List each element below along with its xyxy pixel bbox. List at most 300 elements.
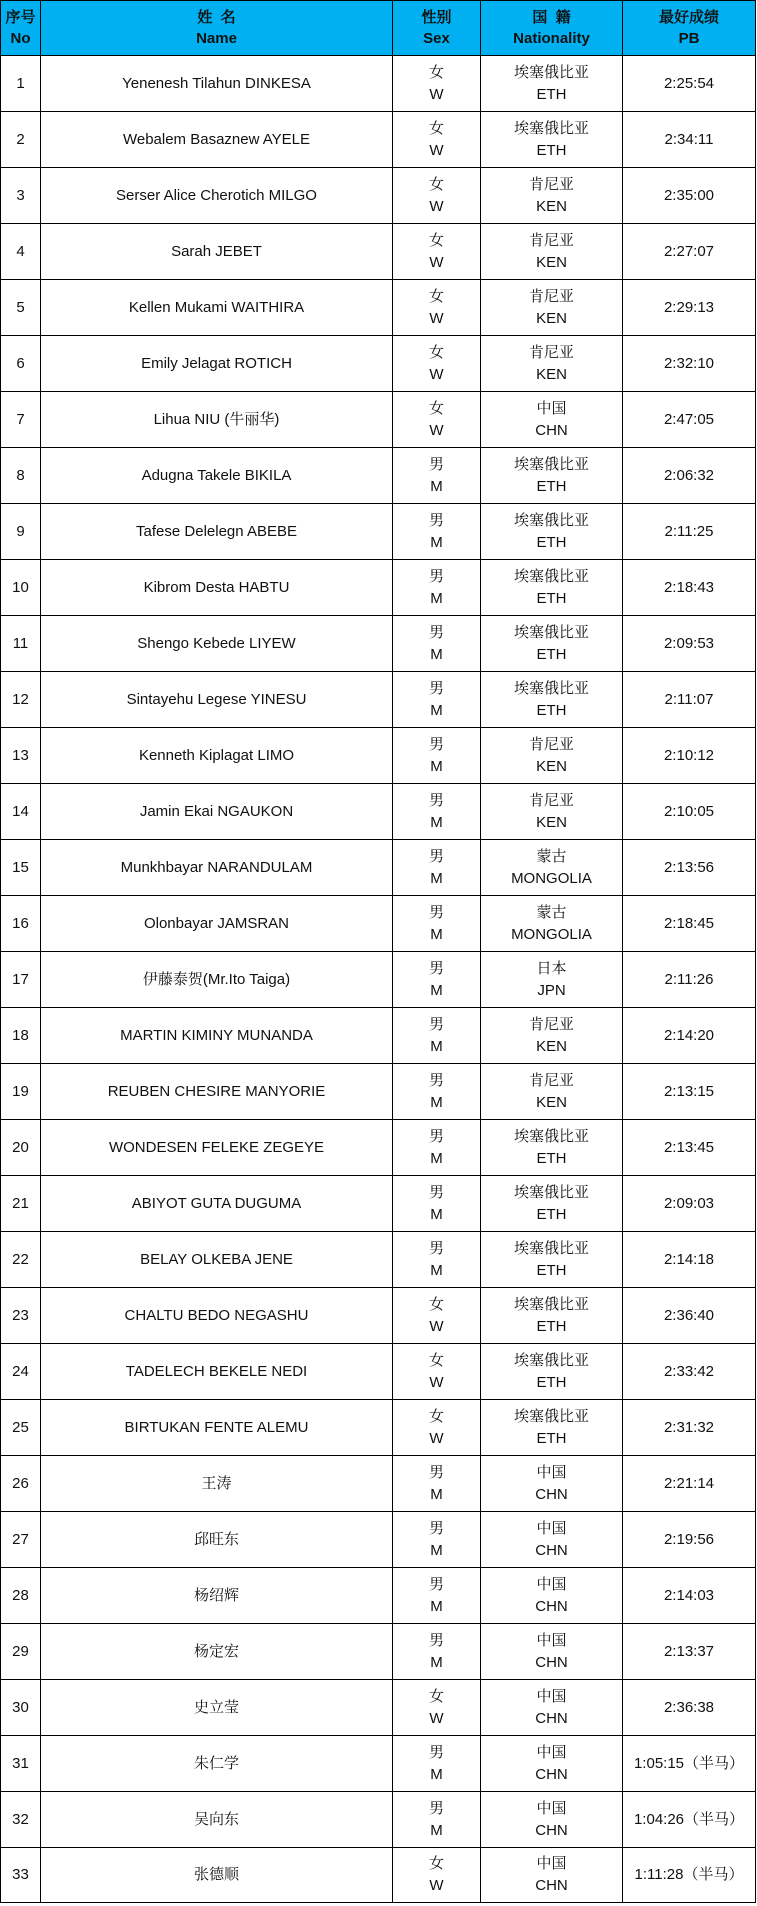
nationality-cn: 肯尼亚 bbox=[528, 735, 574, 753]
pb-value: 2:14:18 bbox=[663, 1250, 715, 1268]
pb-value: 2:11:25 bbox=[664, 522, 714, 540]
cell-name bbox=[41, 1288, 393, 1344]
no-value: 20 bbox=[12, 1138, 29, 1156]
athlete-name: WONDESEN FELEKE ZEGEYE bbox=[108, 1138, 325, 1156]
no-value: 33 bbox=[12, 1866, 29, 1883]
cell-sex bbox=[393, 1232, 481, 1288]
nationality-cn: 蒙古 bbox=[536, 847, 567, 865]
no-value: 13 bbox=[12, 746, 29, 764]
nationality-cn: 肯尼亚 bbox=[528, 175, 574, 193]
cell-nationality bbox=[481, 280, 623, 336]
cell-name bbox=[41, 1232, 393, 1288]
nationality-cn: 埃塞俄比亚 bbox=[513, 623, 589, 641]
sex-en: M bbox=[430, 701, 443, 719]
table-row bbox=[1, 392, 756, 448]
sex-cn: 男 bbox=[428, 679, 444, 697]
cell-sex bbox=[393, 896, 481, 952]
no-value: 25 bbox=[12, 1418, 29, 1436]
nationality-cn: 埃塞俄比亚 bbox=[513, 511, 589, 529]
sex-en: W bbox=[429, 421, 444, 439]
cell-no bbox=[1, 1400, 41, 1456]
pb-value: 2:09:03 bbox=[663, 1194, 715, 1212]
cell-pb bbox=[623, 1232, 756, 1288]
nationality-en: ETH bbox=[536, 645, 567, 663]
sex-cn: 女 bbox=[428, 399, 444, 417]
athlete-name: REUBEN CHESIRE MANYORIE bbox=[107, 1082, 326, 1100]
sex-en: M bbox=[430, 645, 443, 663]
cell-pb bbox=[623, 672, 756, 728]
sex-en: M bbox=[430, 1149, 443, 1167]
sex-en: W bbox=[429, 1429, 444, 1447]
cell-pb bbox=[623, 728, 756, 784]
table-row bbox=[1, 896, 756, 952]
cell-name bbox=[41, 1344, 393, 1400]
cell-sex bbox=[393, 336, 481, 392]
nationality-en: CHN bbox=[535, 421, 568, 439]
nationality-cn: 中国 bbox=[536, 1687, 567, 1705]
cell-name bbox=[41, 280, 393, 336]
cell-sex bbox=[393, 1064, 481, 1120]
nationality-cn: 肯尼亚 bbox=[528, 1071, 574, 1089]
cell-sex bbox=[393, 1176, 481, 1232]
nationality-cn: 中国 bbox=[536, 399, 567, 417]
sex-en: W bbox=[429, 1317, 444, 1335]
cell-name bbox=[41, 1008, 393, 1064]
table-row bbox=[1, 616, 756, 672]
table-row bbox=[1, 1848, 756, 1903]
athlete-name: MARTIN KIMINY MUNANDA bbox=[120, 1026, 313, 1044]
sex-en: W bbox=[429, 253, 444, 271]
no-value: 15 bbox=[12, 858, 29, 876]
nationality-cn: 蒙古 bbox=[536, 903, 567, 921]
table-row bbox=[1, 1680, 756, 1736]
cell-name bbox=[41, 952, 393, 1008]
athlete-name: ABIYOT GUTA DUGUMA bbox=[131, 1194, 302, 1212]
header-no-cn: 序号 bbox=[5, 9, 36, 26]
cell-nationality bbox=[481, 672, 623, 728]
cell-sex bbox=[393, 1624, 481, 1680]
sex-en: W bbox=[429, 1877, 444, 1894]
nationality-en: CHN bbox=[535, 1597, 568, 1615]
nationality-cn: 中国 bbox=[536, 1631, 567, 1649]
athlete-name: 朱仁学 bbox=[193, 1754, 239, 1772]
pb-value: 2:29:13 bbox=[663, 298, 715, 316]
nationality-cn: 中国 bbox=[536, 1463, 567, 1481]
cell-nationality bbox=[481, 1120, 623, 1176]
table-row bbox=[1, 1064, 756, 1120]
nationality-en: MONGOLIA bbox=[511, 925, 592, 943]
cell-nationality bbox=[481, 616, 623, 672]
cell-pb bbox=[623, 224, 756, 280]
pb-value: 2:18:45 bbox=[663, 914, 715, 932]
cell-nationality bbox=[481, 224, 623, 280]
athlete-name: 邱旺东 bbox=[193, 1530, 239, 1548]
header-no-en: No bbox=[10, 30, 31, 47]
nationality-cn: 肯尼亚 bbox=[528, 1015, 574, 1033]
sex-en: M bbox=[430, 1093, 443, 1111]
table-row bbox=[1, 56, 756, 112]
nationality-en: ETH bbox=[536, 701, 567, 719]
sex-cn: 男 bbox=[428, 1127, 444, 1145]
cell-sex bbox=[393, 1288, 481, 1344]
athlete-name: 吴向东 bbox=[193, 1810, 239, 1828]
no-value: 12 bbox=[12, 690, 29, 708]
header-row bbox=[1, 1, 756, 56]
header-name bbox=[41, 1, 393, 56]
cell-name bbox=[41, 224, 393, 280]
table-row bbox=[1, 560, 756, 616]
sex-cn: 男 bbox=[428, 1743, 444, 1761]
sex-en: M bbox=[430, 533, 443, 551]
nationality-cn: 肯尼亚 bbox=[528, 791, 574, 809]
no-value: 2 bbox=[16, 130, 25, 148]
cell-name bbox=[41, 896, 393, 952]
cell-name bbox=[41, 1568, 393, 1624]
cell-no bbox=[1, 1008, 41, 1064]
nationality-en: KEN bbox=[536, 309, 567, 327]
header-nat-en: Nationality bbox=[513, 30, 590, 47]
athlete-name: CHALTU BEDO NEGASHU bbox=[124, 1306, 309, 1324]
nationality-cn: 埃塞俄比亚 bbox=[513, 679, 589, 697]
athlete-name: Olonbayar JAMSRAN bbox=[143, 914, 290, 932]
cell-pb bbox=[623, 896, 756, 952]
cell-name bbox=[41, 56, 393, 112]
cell-pb bbox=[623, 616, 756, 672]
athlete-name: Serser Alice Cherotich MILGO bbox=[116, 186, 317, 204]
table-row bbox=[1, 784, 756, 840]
cell-sex bbox=[393, 280, 481, 336]
header-nationality bbox=[481, 1, 623, 56]
pb-value: 2:33:42 bbox=[663, 1362, 715, 1380]
no-value: 29 bbox=[12, 1642, 29, 1660]
header-sex-en: Sex bbox=[423, 30, 450, 47]
cell-pb bbox=[623, 1848, 756, 1903]
no-value: 17 bbox=[12, 970, 29, 988]
cell-nationality bbox=[481, 1400, 623, 1456]
nationality-cn: 埃塞俄比亚 bbox=[513, 63, 589, 81]
cell-sex bbox=[393, 1792, 481, 1848]
cell-sex bbox=[393, 1736, 481, 1792]
cell-no bbox=[1, 840, 41, 896]
sex-en: W bbox=[429, 1709, 444, 1727]
sex-en: M bbox=[430, 869, 443, 887]
cell-no bbox=[1, 784, 41, 840]
athlete-name: 杨定宏 bbox=[193, 1642, 239, 1660]
nationality-en: KEN bbox=[536, 253, 567, 271]
cell-no bbox=[1, 952, 41, 1008]
athlete-name: Adugna Takele BIKILA bbox=[141, 466, 292, 484]
sex-cn: 女 bbox=[428, 343, 444, 361]
table-row bbox=[1, 1288, 756, 1344]
sex-cn: 男 bbox=[428, 847, 444, 865]
cell-sex bbox=[393, 1008, 481, 1064]
cell-no bbox=[1, 112, 41, 168]
pb-value: 1:11:28（半马） bbox=[634, 1866, 744, 1883]
no-value: 11 bbox=[12, 634, 29, 652]
athlete-name: BELAY OLKEBA JENE bbox=[140, 1250, 293, 1268]
pb-value: 2:06:32 bbox=[663, 466, 715, 484]
cell-pb bbox=[623, 1512, 756, 1568]
no-value: 5 bbox=[16, 298, 25, 316]
sex-en: M bbox=[430, 1541, 443, 1559]
sex-cn: 男 bbox=[428, 903, 444, 921]
no-value: 22 bbox=[12, 1250, 29, 1268]
sex-cn: 男 bbox=[428, 511, 444, 529]
table-row bbox=[1, 504, 756, 560]
cell-name bbox=[41, 112, 393, 168]
cell-nationality bbox=[481, 1456, 623, 1512]
pb-value: 2:31:32 bbox=[663, 1418, 715, 1436]
table-row bbox=[1, 280, 756, 336]
cell-no bbox=[1, 1120, 41, 1176]
sex-cn: 女 bbox=[428, 1351, 444, 1369]
pb-value: 1:05:15（半马） bbox=[633, 1754, 745, 1772]
cell-no bbox=[1, 280, 41, 336]
cell-name bbox=[41, 1512, 393, 1568]
table-row bbox=[1, 112, 756, 168]
nationality-en: CHN bbox=[535, 1877, 568, 1894]
cell-nationality bbox=[481, 840, 623, 896]
cell-no bbox=[1, 1064, 41, 1120]
cell-nationality bbox=[481, 1008, 623, 1064]
cell-no bbox=[1, 1568, 41, 1624]
pb-value: 1:04:26（半马） bbox=[633, 1810, 745, 1828]
athlete-name: 伊藤泰贺(Mr.Ito Taiga) bbox=[142, 970, 291, 988]
cell-no bbox=[1, 1288, 41, 1344]
sex-en: M bbox=[430, 925, 443, 943]
cell-sex bbox=[393, 112, 481, 168]
cell-pb bbox=[623, 168, 756, 224]
sex-cn: 男 bbox=[428, 1463, 444, 1481]
sex-en: M bbox=[430, 1821, 443, 1839]
cell-pb bbox=[623, 952, 756, 1008]
cell-nationality bbox=[481, 896, 623, 952]
athlete-name: 张德顺 bbox=[193, 1866, 239, 1883]
no-value: 23 bbox=[12, 1306, 29, 1324]
cell-pb bbox=[623, 1288, 756, 1344]
sex-en: W bbox=[429, 197, 444, 215]
nationality-en: JPN bbox=[537, 981, 566, 999]
nationality-cn: 肯尼亚 bbox=[528, 343, 574, 361]
cell-pb bbox=[623, 1736, 756, 1792]
header-nat-cn: 国 籍 bbox=[532, 9, 571, 26]
sex-cn: 男 bbox=[428, 623, 444, 641]
nationality-en: ETH bbox=[536, 141, 567, 159]
athlete-name: Sarah JEBET bbox=[171, 242, 262, 260]
pb-value: 2:36:40 bbox=[663, 1306, 715, 1324]
cell-pb bbox=[623, 1120, 756, 1176]
cell-no bbox=[1, 504, 41, 560]
no-value: 26 bbox=[12, 1474, 29, 1492]
cell-name bbox=[41, 1400, 393, 1456]
sex-en: W bbox=[429, 141, 444, 159]
athlete-name: Munkhbayar NARANDULAM bbox=[120, 858, 313, 876]
no-value: 4 bbox=[16, 242, 25, 260]
sex-en: M bbox=[430, 1653, 443, 1671]
athlete-name: Webalem Basaznew AYELE bbox=[122, 130, 311, 148]
nationality-en: KEN bbox=[536, 1093, 567, 1111]
pb-value: 2:10:12 bbox=[663, 746, 715, 764]
cell-sex bbox=[393, 784, 481, 840]
cell-name bbox=[41, 504, 393, 560]
cell-sex bbox=[393, 1344, 481, 1400]
pb-value: 2:14:20 bbox=[663, 1026, 715, 1044]
no-value: 21 bbox=[12, 1194, 29, 1212]
cell-nationality bbox=[481, 1176, 623, 1232]
cell-pb bbox=[623, 280, 756, 336]
cell-nationality bbox=[481, 392, 623, 448]
cell-name bbox=[41, 784, 393, 840]
header-name-cn: 姓 名 bbox=[197, 9, 236, 26]
cell-sex bbox=[393, 1680, 481, 1736]
cell-no bbox=[1, 56, 41, 112]
cell-sex bbox=[393, 1568, 481, 1624]
cell-no bbox=[1, 728, 41, 784]
pb-value: 2:34:11 bbox=[664, 130, 714, 148]
table-row bbox=[1, 1568, 756, 1624]
nationality-cn: 埃塞俄比亚 bbox=[513, 1239, 589, 1257]
athlete-name: BIRTUKAN FENTE ALEMU bbox=[124, 1418, 309, 1436]
nationality-cn: 埃塞俄比亚 bbox=[513, 1407, 589, 1425]
no-value: 1 bbox=[16, 74, 25, 92]
cell-sex bbox=[393, 56, 481, 112]
cell-name bbox=[41, 168, 393, 224]
cell-pb bbox=[623, 840, 756, 896]
nationality-en: ETH bbox=[536, 1429, 567, 1447]
cell-name bbox=[41, 840, 393, 896]
cell-name bbox=[41, 1120, 393, 1176]
table-row bbox=[1, 1400, 756, 1456]
table-row bbox=[1, 1008, 756, 1064]
sex-cn: 男 bbox=[428, 1799, 444, 1817]
pb-value: 2:11:07 bbox=[664, 690, 714, 708]
cell-nationality bbox=[481, 1792, 623, 1848]
cell-pb bbox=[623, 448, 756, 504]
sex-en: M bbox=[430, 1765, 443, 1783]
cell-pb bbox=[623, 392, 756, 448]
sex-cn: 女 bbox=[428, 119, 444, 137]
cell-sex bbox=[393, 504, 481, 560]
cell-sex bbox=[393, 728, 481, 784]
table-row bbox=[1, 1736, 756, 1792]
cell-sex bbox=[393, 616, 481, 672]
table-row bbox=[1, 1344, 756, 1400]
sex-cn: 男 bbox=[428, 959, 444, 977]
nationality-en: ETH bbox=[536, 1261, 567, 1279]
table-row bbox=[1, 1624, 756, 1680]
cell-nationality bbox=[481, 1568, 623, 1624]
table-row bbox=[1, 1512, 756, 1568]
cell-pb bbox=[623, 1792, 756, 1848]
cell-no bbox=[1, 1232, 41, 1288]
cell-pb bbox=[623, 560, 756, 616]
cell-nationality bbox=[481, 336, 623, 392]
sex-cn: 女 bbox=[428, 175, 444, 193]
table-row bbox=[1, 840, 756, 896]
nationality-en: CHN bbox=[535, 1485, 568, 1503]
cell-no bbox=[1, 448, 41, 504]
cell-pb bbox=[623, 1568, 756, 1624]
cell-name bbox=[41, 1456, 393, 1512]
sex-cn: 男 bbox=[428, 1071, 444, 1089]
cell-no bbox=[1, 1456, 41, 1512]
sex-en: M bbox=[430, 1485, 443, 1503]
sex-en: M bbox=[430, 1597, 443, 1615]
cell-nationality bbox=[481, 728, 623, 784]
cell-nationality bbox=[481, 1064, 623, 1120]
cell-name bbox=[41, 672, 393, 728]
sex-en: M bbox=[430, 1261, 443, 1279]
no-value: 3 bbox=[16, 186, 25, 204]
pb-value: 2:47:05 bbox=[663, 410, 715, 428]
sex-cn: 女 bbox=[428, 287, 444, 305]
no-value: 16 bbox=[12, 914, 29, 932]
sex-en: M bbox=[430, 813, 443, 831]
cell-pb bbox=[623, 504, 756, 560]
cell-name bbox=[41, 1792, 393, 1848]
sex-cn: 男 bbox=[428, 791, 444, 809]
cell-name bbox=[41, 1736, 393, 1792]
cell-name bbox=[41, 1064, 393, 1120]
cell-no bbox=[1, 672, 41, 728]
no-value: 31 bbox=[12, 1754, 29, 1772]
cell-pb bbox=[623, 1008, 756, 1064]
cell-name bbox=[41, 1848, 393, 1903]
cell-sex bbox=[393, 448, 481, 504]
cell-nationality bbox=[481, 56, 623, 112]
cell-nationality bbox=[481, 1624, 623, 1680]
no-value: 27 bbox=[12, 1530, 29, 1548]
athlete-name: Sintayehu Legese YINESU bbox=[126, 690, 307, 708]
cell-no bbox=[1, 1176, 41, 1232]
athlete-name: Kenneth Kiplagat LIMO bbox=[138, 746, 295, 764]
cell-no bbox=[1, 896, 41, 952]
athlete-name: Shengo Kebede LIYEW bbox=[137, 634, 296, 652]
nationality-en: ETH bbox=[536, 1149, 567, 1167]
cell-no bbox=[1, 1736, 41, 1792]
sex-cn: 男 bbox=[428, 1575, 444, 1593]
sex-cn: 女 bbox=[428, 1295, 444, 1313]
athlete-name: 王涛 bbox=[201, 1474, 232, 1492]
cell-pb bbox=[623, 1400, 756, 1456]
cell-sex bbox=[393, 1400, 481, 1456]
sex-en: M bbox=[430, 589, 443, 607]
pb-value: 2:13:15 bbox=[663, 1082, 715, 1100]
pb-value: 2:09:53 bbox=[663, 634, 715, 652]
cell-no bbox=[1, 336, 41, 392]
cell-sex bbox=[393, 560, 481, 616]
cell-nationality bbox=[481, 784, 623, 840]
nationality-en: ETH bbox=[536, 1205, 567, 1223]
cell-no bbox=[1, 392, 41, 448]
nationality-en: KEN bbox=[536, 197, 567, 215]
cell-nationality bbox=[481, 1736, 623, 1792]
athlete-name: Jamin Ekai NGAUKON bbox=[139, 802, 294, 820]
nationality-en: ETH bbox=[536, 589, 567, 607]
athlete-name: Tafese Delelegn ABEBE bbox=[136, 522, 297, 540]
cell-pb bbox=[623, 1344, 756, 1400]
athlete-name: Yenenesh Tilahun DINKESA bbox=[122, 74, 311, 92]
sex-cn: 男 bbox=[428, 567, 444, 585]
cell-no bbox=[1, 168, 41, 224]
pb-value: 2:11:26 bbox=[664, 970, 714, 988]
nationality-cn: 日本 bbox=[536, 959, 567, 977]
no-value: 8 bbox=[16, 466, 25, 484]
cell-sex bbox=[393, 224, 481, 280]
sex-cn: 男 bbox=[428, 1183, 444, 1201]
pb-value: 2:18:43 bbox=[663, 578, 715, 596]
no-value: 32 bbox=[12, 1810, 29, 1828]
